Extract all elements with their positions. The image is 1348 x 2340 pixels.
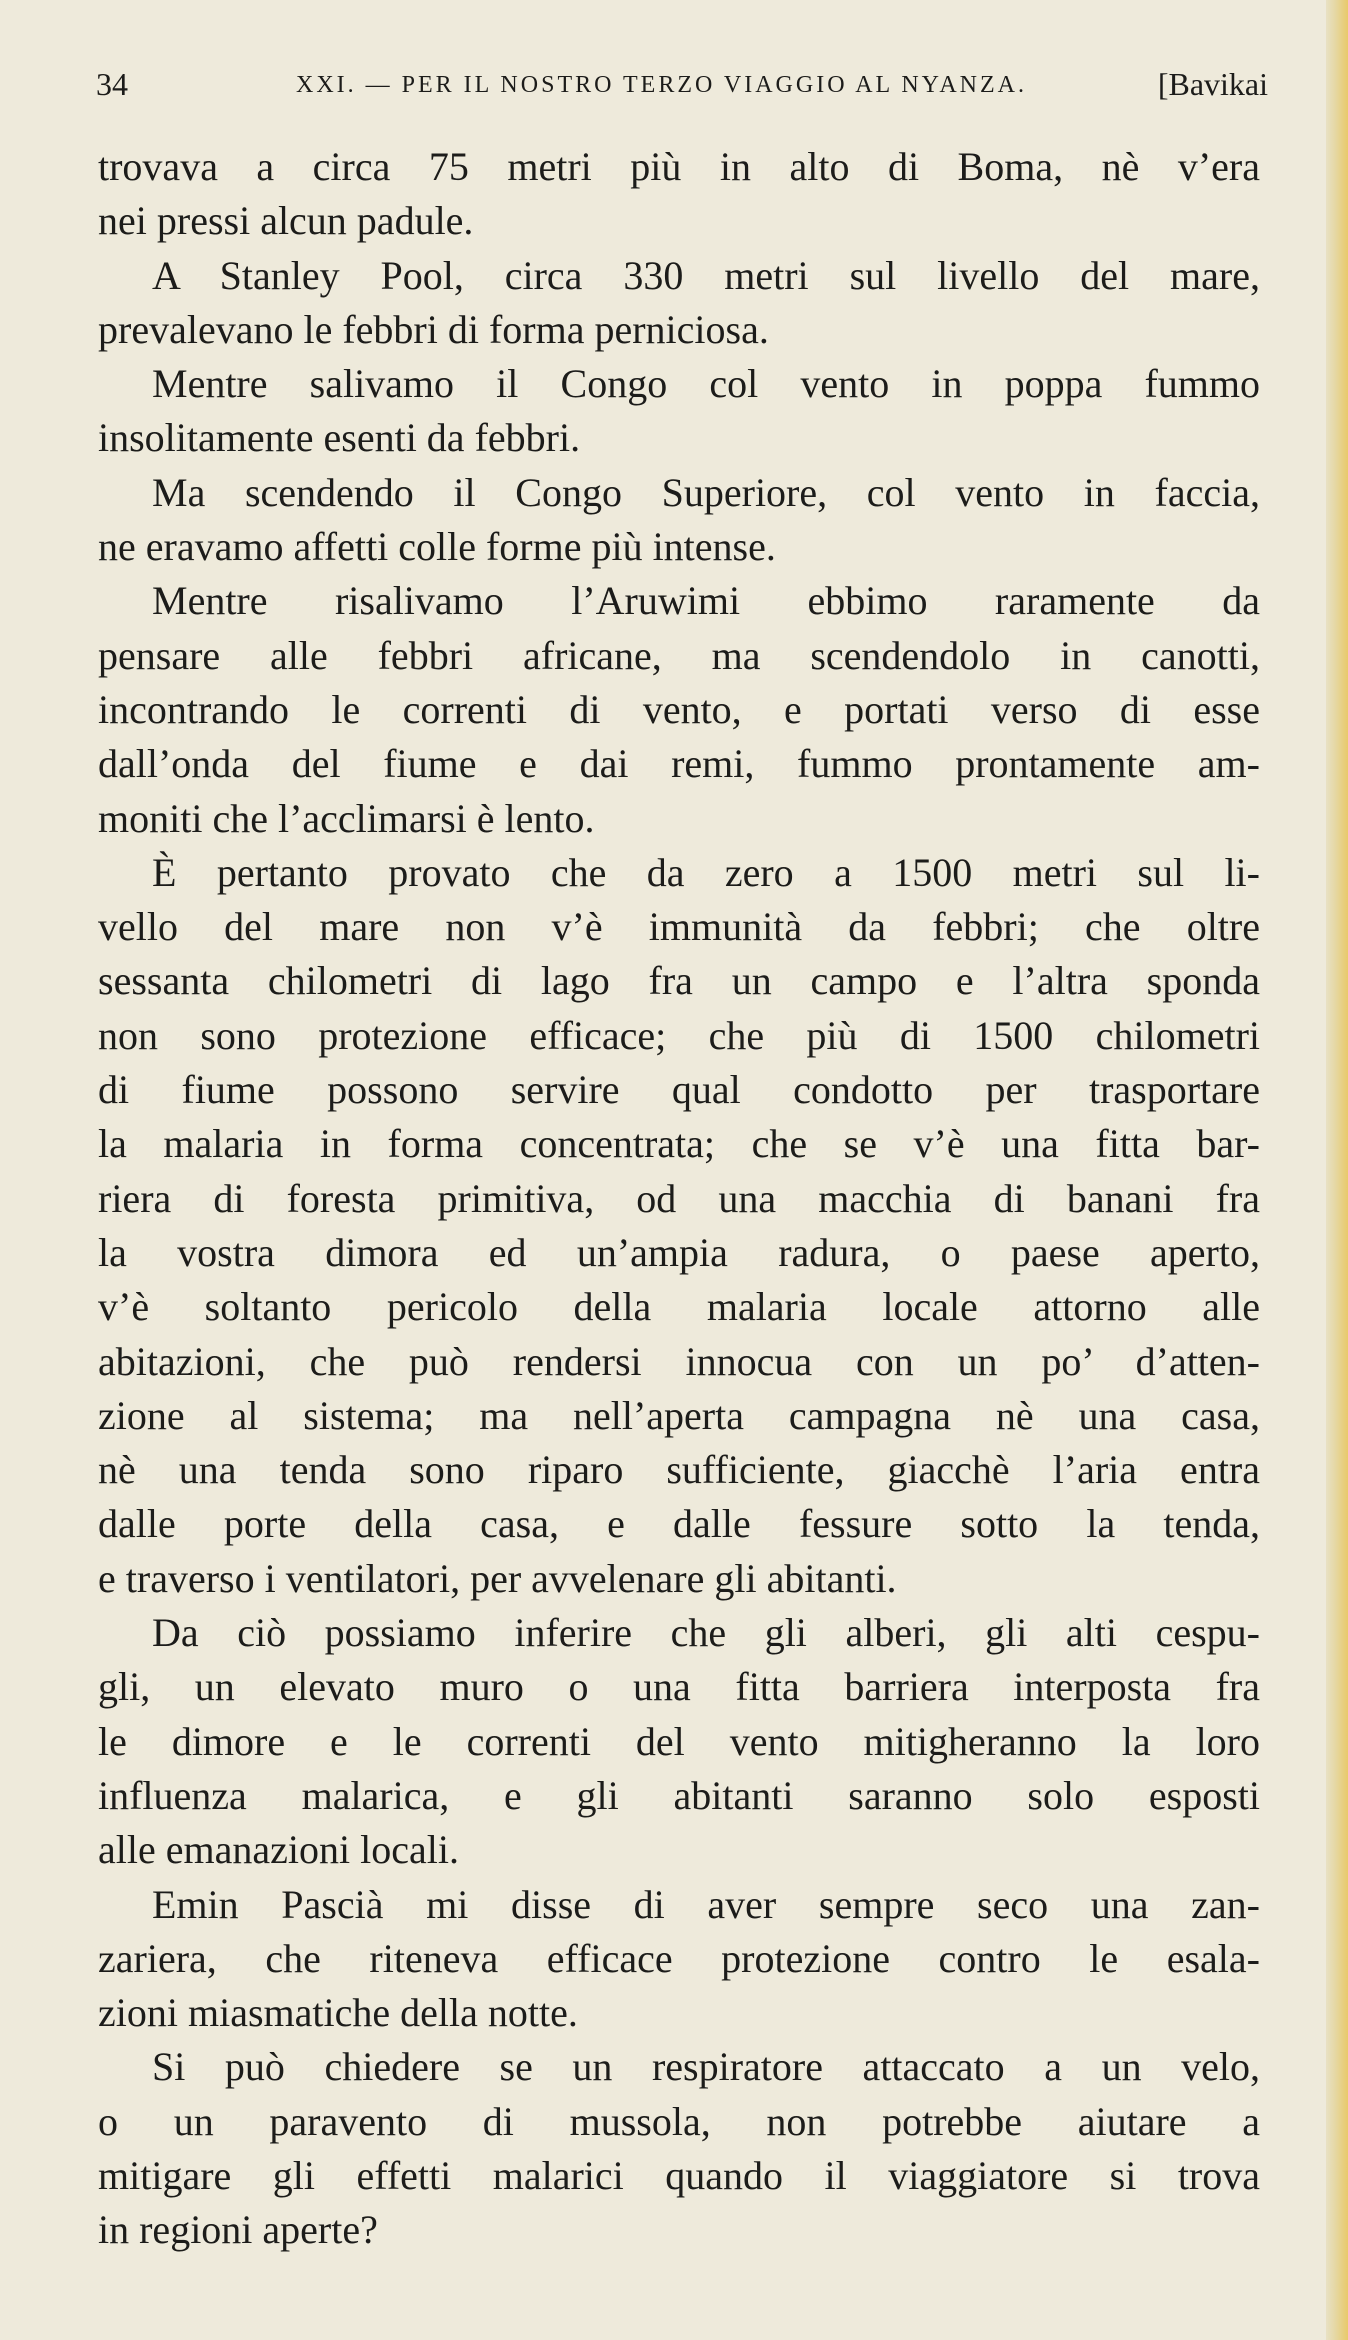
- text-line: sessanta chilometri di lago fra un campo e l’altra sponda: [98, 958, 1260, 1004]
- text-line: nè una tenda sono riparo sufficiente, giacchè l’aria entra: [98, 1447, 1260, 1493]
- text-line: dalle porte della casa, e dalle fessure sotto la tenda,: [98, 1501, 1260, 1547]
- text-line: A Stanley Pool, circa 330 metri sul livello del mare,: [152, 252, 1260, 298]
- text-line: zione al sistema; ma nell’aperta campagna nè una casa,: [98, 1392, 1260, 1438]
- page-number: 34: [96, 66, 128, 102]
- section-marker: [Bavikai: [1157, 66, 1268, 102]
- text-line: Mentre risalivamo l’Aruwimi ebbimo raramente da: [152, 578, 1260, 624]
- text-line: influenza malarica, e gli abitanti saranno solo esposti: [98, 1772, 1260, 1818]
- text-line: zioni miasmatiche della notte.: [98, 1990, 578, 2036]
- text-line: moniti che l’acclimarsi è lento.: [98, 795, 595, 841]
- text-line: zariera, che riteneva efficace protezione contro le esala-: [98, 1935, 1260, 1981]
- text-line: Da ciò possiamo inferire che gli alberi, gli alti cespu-: [152, 1610, 1260, 1656]
- text-line: riera di foresta primitiva, od una macchia di banani fra: [98, 1175, 1260, 1221]
- text-line: Si può chiedere se un respiratore attaccato a un velo,: [152, 2044, 1260, 2090]
- text-line: non sono protezione efficace; che più di 1500 chilometri: [98, 1012, 1260, 1058]
- text-line: la malaria in forma concentrata; che se v’è una fitta bar-: [98, 1121, 1260, 1167]
- text-line: gli, un elevato muro o una fitta barriera interposta fra: [98, 1664, 1260, 1710]
- text-line: e traverso i ventilatori, per avvelenare gli abitanti.: [98, 1555, 897, 1601]
- body-text: [98, 140, 1260, 2258]
- text-line: Emin Pascià mi disse di aver sempre seco una zan-: [152, 1881, 1260, 1927]
- running-title: XXI. — PER IL NOSTRO TERZO VIAGGIO AL NYANZA.: [296, 72, 1027, 98]
- text-line: abitazioni, che può rendersi innocua con un po’ d’atten-: [98, 1338, 1260, 1384]
- text-line: di fiume possono servire qual condotto per trasportare: [98, 1067, 1260, 1113]
- text-line: vello del mare non v’è immunità da febbri; che oltre: [98, 904, 1260, 950]
- text-line: o un paravento di mussola, non potrebbe aiutare a: [98, 2098, 1260, 2144]
- text-line: le dimore e le correnti del vento mitigheranno la loro: [98, 1718, 1260, 1764]
- running-header: [96, 66, 1268, 110]
- text-line: alle emanazioni locali.: [98, 1827, 459, 1873]
- text-line: prevalevano le febbri di forma perniciosa.: [98, 306, 769, 352]
- text-line: Ma scendendo il Congo Superiore, col vento in faccia,: [152, 469, 1260, 515]
- text-line: in regioni aperte?: [98, 2207, 378, 2253]
- text-line: ne eravamo affetti colle forme più intense.: [98, 524, 776, 570]
- text-line: v’è soltanto pericolo della malaria locale attorno alle: [98, 1284, 1260, 1330]
- text-line: nei pressi alcun padule.: [98, 198, 474, 244]
- text-line: È pertanto provato che da zero a 1500 metri sul li-: [152, 849, 1260, 895]
- text-line: pensare alle febbri africane, ma scendendolo in canotti,: [98, 632, 1260, 678]
- text-line: incontrando le correnti di vento, e portati verso di esse: [98, 686, 1260, 732]
- page-edge: [1326, 0, 1348, 2340]
- text-line: dall’onda del fiume e dai remi, fummo prontamente am-: [98, 741, 1260, 787]
- text-line: Mentre salivamo il Congo col vento in poppa fummo: [152, 361, 1260, 407]
- text-line: trovava a circa 75 metri più in alto di Boma, nè v’era: [98, 144, 1260, 189]
- text-line: la vostra dimora ed un’ampia radura, o paese aperto,: [98, 1229, 1260, 1275]
- text-line: mitigare gli effetti malarici quando il viaggiatore si trova: [98, 2152, 1260, 2198]
- text-line: insolitamente esenti da febbri.: [98, 415, 581, 461]
